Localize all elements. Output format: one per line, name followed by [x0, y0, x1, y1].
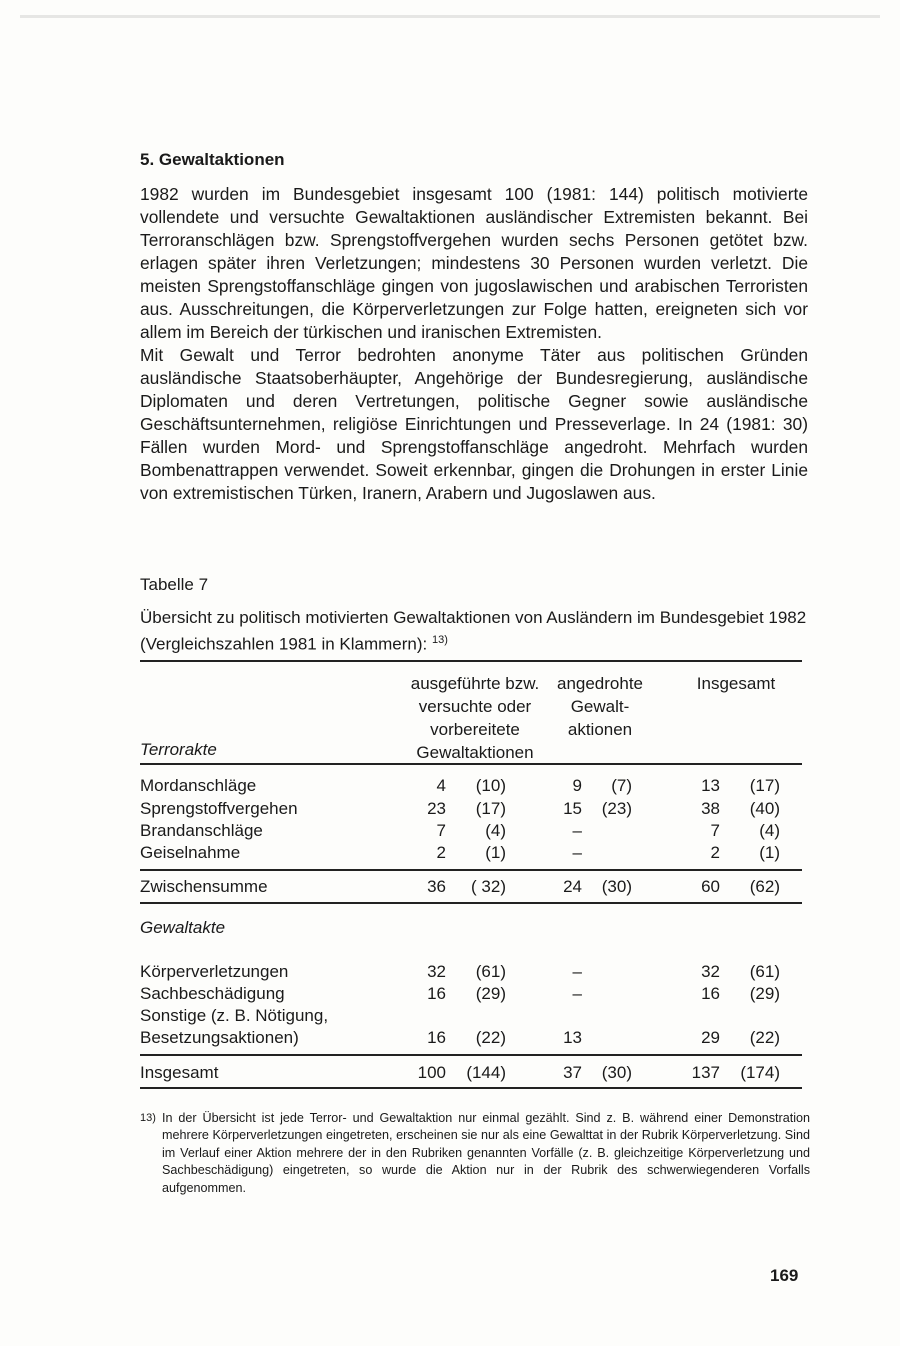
header-threatened-line: angedrohte — [556, 674, 644, 693]
value-executed-prev: (1) — [485, 843, 506, 862]
value-executed-prev: (61) — [475, 962, 506, 981]
page-number: 169 — [770, 1266, 799, 1285]
value-threatened-prev: (7) — [611, 776, 632, 795]
header-executed-line: Gewaltaktionen — [416, 743, 534, 762]
value-threatened: – — [572, 843, 582, 862]
caption-footnote-ref: 13) — [432, 634, 448, 646]
value-threatened-prev: (30) — [601, 877, 632, 896]
row-label: Körperverletzungen — [140, 962, 289, 981]
footnote-marker: 13) — [140, 1112, 156, 1124]
row-label: Brandanschläge — [140, 821, 263, 840]
value-total: 29 — [701, 1028, 720, 1047]
table-label: Tabelle 7 — [140, 575, 209, 594]
row-label: Besetzungsaktionen) — [140, 1028, 299, 1047]
value-total-prev: (62) — [749, 877, 780, 896]
value-total: 2 — [710, 843, 720, 862]
value-threatened: 15 — [563, 799, 582, 818]
value-executed-prev: (17) — [475, 799, 506, 818]
section-violence-label: Gewaltakte — [140, 918, 226, 937]
row-label: Zwischensumme — [140, 877, 268, 896]
row-label: Sonstige (z. B. Nötigung, — [140, 1006, 329, 1025]
value-executed: 23 — [427, 799, 446, 818]
value-total-prev: (22) — [749, 1028, 780, 1047]
value-executed: 16 — [427, 984, 446, 1003]
value-threatened-prev: (30) — [601, 1063, 632, 1082]
section-terror-label: Terrorakte — [140, 740, 217, 759]
value-threatened: – — [572, 821, 582, 840]
body-text — [140, 183, 808, 505]
value-total-prev: (174) — [740, 1063, 780, 1082]
table-rule-subtotal-top — [140, 869, 802, 871]
table-rule-total-top — [140, 1054, 802, 1056]
value-executed: 100 — [417, 1063, 446, 1082]
row-label: Mordanschläge — [140, 776, 257, 795]
row-label: Sachbeschädigung — [140, 984, 285, 1003]
value-total: 32 — [701, 962, 720, 981]
table-rule-subtotal-bottom — [140, 902, 802, 904]
header-executed-line: vorbereitete — [430, 720, 520, 739]
value-threatened-prev: (23) — [601, 799, 632, 818]
value-threatened: 37 — [563, 1063, 582, 1082]
value-total-prev: (4) — [759, 821, 780, 840]
footnote-text: In der Übersicht ist jede Terror- und Gewaltaktion nur einmal gezählt. Sind z. B. während einer Demonstration mehrere Körperverletzungen eingetreten, erscheinen sie nur als eine Gewalttat in der Rubrik Körperverletzung. Sind im Verlauf einer Aktion mehrere der in den Rubriken genannten Vorfälle (z. B. gleichzeitige Körperverletzung und Sachbeschädigung) eingetreten, so wurde die Aktion nur in der Rubrik des schwerwiegenderen Vorfalls aufgenommen. — [162, 1111, 810, 1195]
table-caption — [140, 606, 810, 656]
value-total-prev: (61) — [749, 962, 780, 981]
value-executed-prev: ( 32) — [471, 877, 506, 896]
value-executed: 16 — [427, 1028, 446, 1047]
value-threatened: – — [572, 984, 582, 1003]
value-total-prev: (40) — [749, 799, 780, 818]
value-threatened: 24 — [563, 877, 582, 896]
value-total-prev: (1) — [759, 843, 780, 862]
value-total: 38 — [701, 799, 720, 818]
value-total: 60 — [701, 877, 720, 896]
header-executed — [385, 672, 565, 764]
scan-edge — [20, 15, 880, 18]
value-total: 16 — [701, 984, 720, 1003]
row-label: Sprengstoffvergehen — [140, 799, 298, 818]
table-caption-text: Übersicht zu politisch motivierten Gewaltaktionen von Ausländern im Bundesgebiet 1982 (Vergleichszahlen 1981 in Klammern): — [140, 608, 807, 654]
value-total: 7 — [710, 821, 720, 840]
header-threatened-line: aktionen — [567, 720, 633, 739]
value-threatened: – — [572, 962, 582, 981]
value-executed: 7 — [436, 821, 446, 840]
value-executed: 36 — [427, 877, 446, 896]
value-total: 13 — [701, 776, 720, 795]
paragraph-2: Mit Gewalt und Terror bedrohten anonyme Täter aus politischen Gründen ausländische Staatsoberhäupter, Angehörige der Bundesregierung, ausländische Diplomaten und deren Vertretungen, politische Gegner sowie ausländische Geschäftsunternehmen, religiöse Einrichtungen und Presseverlage. In 24 (1981: 30) Fällen wurden Mord- und Sprengstoffanschläge angedroht. Mehrfach wurden Bombenattrappen verwendet. Soweit erkennbar, gingen die Drohungen in erster Linie von extremistischen Türken, Iranern, Arabern und Jugoslawen aus. — [140, 345, 808, 503]
section-heading: 5. Gewaltaktionen — [140, 150, 285, 169]
value-total-prev: (17) — [749, 776, 780, 795]
value-executed: 4 — [436, 776, 446, 795]
header-threatened-line: Gewalt- — [570, 697, 630, 716]
value-executed: 2 — [436, 843, 446, 862]
value-total: 137 — [691, 1063, 720, 1082]
row-label: Geiselnahme — [140, 843, 241, 862]
header-executed-line: versuchte oder — [418, 697, 532, 716]
table-rule-total-bottom — [140, 1087, 802, 1089]
value-executed-prev: (4) — [485, 821, 506, 840]
header-executed-line: ausgeführte bzw. — [410, 674, 540, 693]
value-threatened: 13 — [563, 1028, 582, 1047]
row-label: Insgesamt — [140, 1063, 219, 1082]
value-executed-prev: (144) — [466, 1063, 506, 1082]
header-threatened — [545, 672, 655, 741]
value-executed-prev: (29) — [475, 984, 506, 1003]
value-executed: 32 — [427, 962, 446, 981]
value-total-prev: (29) — [749, 984, 780, 1003]
value-executed-prev: (10) — [475, 776, 506, 795]
header-total: Insgesamt — [696, 674, 776, 693]
value-threatened: 9 — [572, 776, 582, 795]
value-executed-prev: (22) — [475, 1028, 506, 1047]
paragraph-1: 1982 wurden im Bundesgebiet insgesamt 100 (1981: 144) politisch motivierte vollendete und versuchte Gewaltaktionen ausländischer Extremisten bekannt. Bei Terroranschlägen bzw. Sprengstoffvergehen wurden sechs Personen getötet bzw. erlagen später ihren Verletzungen; mindestens 30 Personen wurden verletzt. Die meisten Sprengstoffanschläge gingen von jugoslawischen und arabischen Terroristen aus. Ausschreitungen, die Körperverletzungen zur Folge hatten, ereigneten sich vor allem im Bereich der türkischen und iranischen Extremisten. — [140, 184, 808, 342]
table-rule-top — [140, 660, 802, 662]
